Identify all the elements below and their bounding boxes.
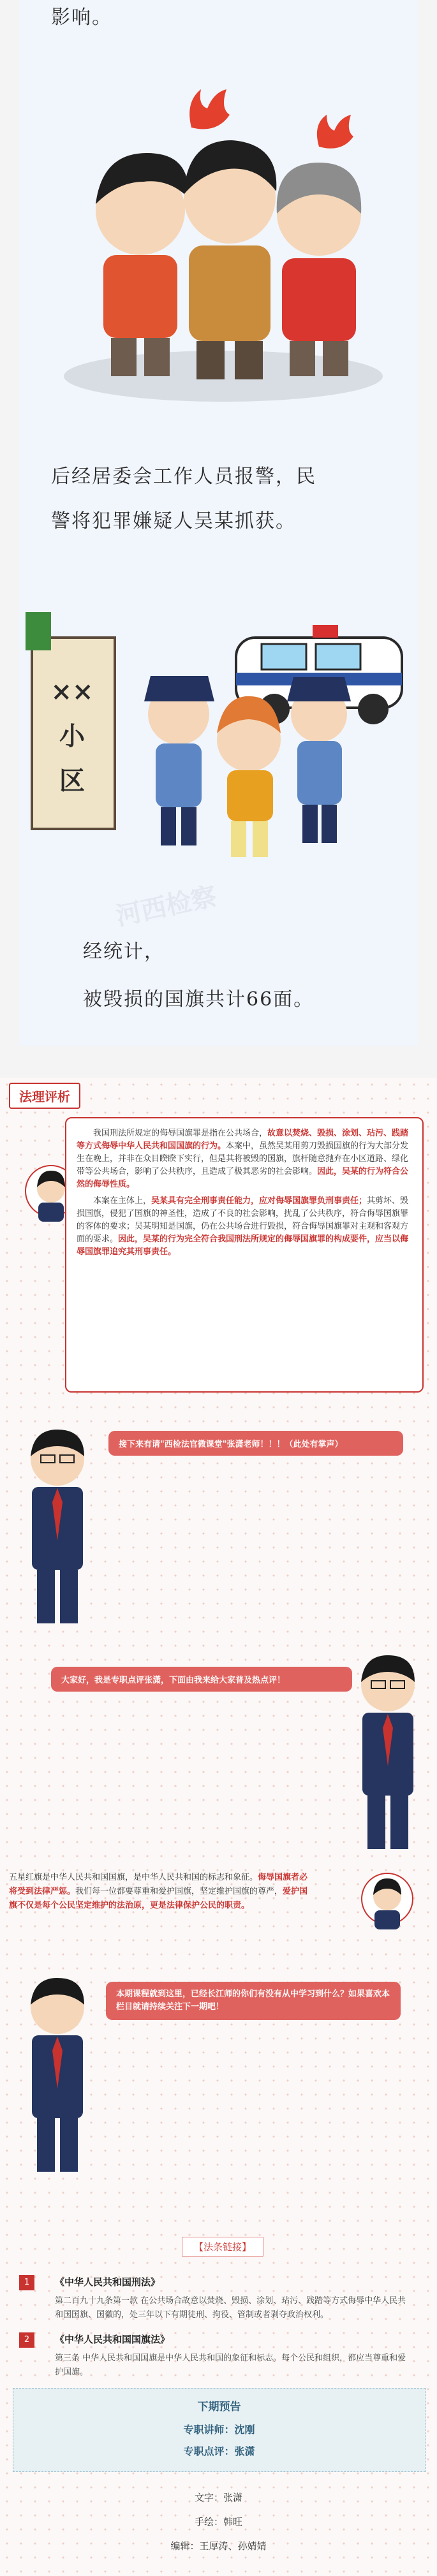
analysis-highlight: 因此，吴某的行为符合公然的侮辱性质。 — [77, 1167, 409, 1189]
analysis-highlight: 故意以焚烧、毁损、涂划、玷污、践踏等方式侮辱中华人民共和国国旗的行为。 — [77, 1129, 409, 1151]
analysis-highlight: 吴某具有完全刑事责任能力，应对侮辱国旗罪负刑事责任； — [151, 1196, 367, 1206]
law-item-name: 《中华人民共和国国旗法》 — [55, 2334, 170, 2345]
community-sign-text: ××小区 — [50, 677, 94, 796]
angry-residents-illustration — [45, 70, 402, 402]
statement-highlight: 侮辱国旗者必将受到法律严惩。 — [9, 1873, 308, 1896]
analysis-text: 本案中，虽然吴某用剪刀毁损国旗的行为大部分发生在晚上，并非在众目睽睽下实行，但是其将被毁的国旗，旗杆随意抛弃在小区道路、绿化带等公共场合，影响了公共秩序，且造成了极其恶劣的社会影响。 — [77, 1141, 409, 1176]
speech-text: 接下来有请"西检法官微课堂"张潇老师！！！（此处有掌声） — [119, 1440, 343, 1449]
lecturer-figure-left — [19, 1426, 96, 1630]
comic-caption-report-line2: 警将犯罪嫌疑人吴某抓获。 — [51, 510, 296, 532]
speech-bubble-intro — [108, 1431, 403, 1456]
legal-analysis-tag: 法理评析 — [9, 1083, 80, 1109]
comic-caption-count-line2: 被毁损的国旗共计66面。 — [83, 988, 315, 1011]
credit-editor: 编辑：王厚涛、孙婧婧 — [170, 2540, 267, 2552]
comic-caption-count-line1: 经统计， — [83, 940, 165, 963]
speech-text: 本期课程就到这里，已经长江师的你们有没有从中学习到什么？如果喜欢本栏目就请持续关注下一期吧！ — [116, 1989, 390, 2012]
law-item-text: 第二百九十九条第一款 在公共场合故意以焚烧、毁损、涂划、玷污、践踏等方式侮辱中华人民共和国国旗、国徽的，处三年以下有期徒刑、拘役、管制或者剥夺政治权利。 — [55, 2296, 406, 2320]
reviewer-avatar — [360, 1872, 414, 1942]
statement-text: 五星红旗是中华人民共和国国旗，是中华人民共和国的标志和象征。 — [9, 1873, 258, 1882]
watermark: 河西检察 — [113, 881, 219, 932]
analysis-highlight: 因此，吴某的行为完全符合我国刑法所规定的侮辱国旗罪的构成要件，应当以侮辱国旗罪追究其刑事责任。 — [77, 1234, 409, 1257]
statement-highlight: 爱护国旗不仅是每个公民坚定维护的法治原，更是法律保护公民的职责。 — [9, 1887, 308, 1910]
reviewer-figure-right — [350, 1651, 426, 1855]
comic-caption-report-line1: 后经居委会工作人员报警，民 — [51, 465, 316, 488]
comic-panel — [19, 0, 418, 1046]
speech-bubble-outro — [106, 1982, 401, 2020]
analysis-paragraph-1 — [77, 1127, 412, 1191]
next-issue-preview — [13, 2388, 426, 2472]
law-link-title: 【法条链接】 — [182, 2237, 263, 2257]
legal-analysis-box — [65, 1117, 424, 1393]
flag-statement — [9, 1871, 309, 1913]
lecturer-figure-bottom — [19, 1974, 96, 2178]
credit-drawer: 手绘：韩旺 — [194, 2516, 242, 2528]
preview-title: 下期预告 — [197, 2401, 241, 2413]
speech-text: 大家好，我是专职点评张潇，下面由我来给大家普及热点评！ — [61, 1676, 286, 1685]
analysis-paragraph-2 — [77, 1195, 412, 1259]
preview-lecturer: 专职讲师：沈刚 — [183, 2424, 255, 2436]
analysis-text: 本案在主体上， — [93, 1196, 152, 1206]
comic-caption-top: 影响。 — [51, 6, 112, 29]
credit-writer: 文字：张潇 — [194, 2492, 242, 2503]
preview-reviewer: 专职点评：张潇 — [183, 2445, 255, 2457]
speech-bubble-greeting — [51, 1667, 352, 1692]
law-item-name: 《中华人民共和国刑法》 — [55, 2276, 161, 2288]
law-item-number: 1 — [19, 2275, 34, 2290]
analysis-text: 我国刑法所规定的侮辱国旗罪是指在公共场合， — [93, 1129, 268, 1138]
law-item-text: 第三条 中华人民共和国国旗是中华人民共和国的象征和标志。每个公民和组织，都应当尊重和爱护国旗。 — [55, 2353, 406, 2377]
law-item-number: 2 — [19, 2332, 34, 2348]
analysis-text: 其剪坏、毁损国旗，侵犯了国旗的神圣性，造成了不良的社会影响，扰乱了公共秩序，符合侮辱国旗罪的客体的要求；吴某明知是国旗，仍在公共场合进行毁损，符合侮辱国旗罪对主观和客观方面的要求。 — [77, 1196, 409, 1244]
statement-text: 我们每一位都要尊重和爱护国旗，坚定维护国旗的尊严， — [75, 1887, 283, 1896]
